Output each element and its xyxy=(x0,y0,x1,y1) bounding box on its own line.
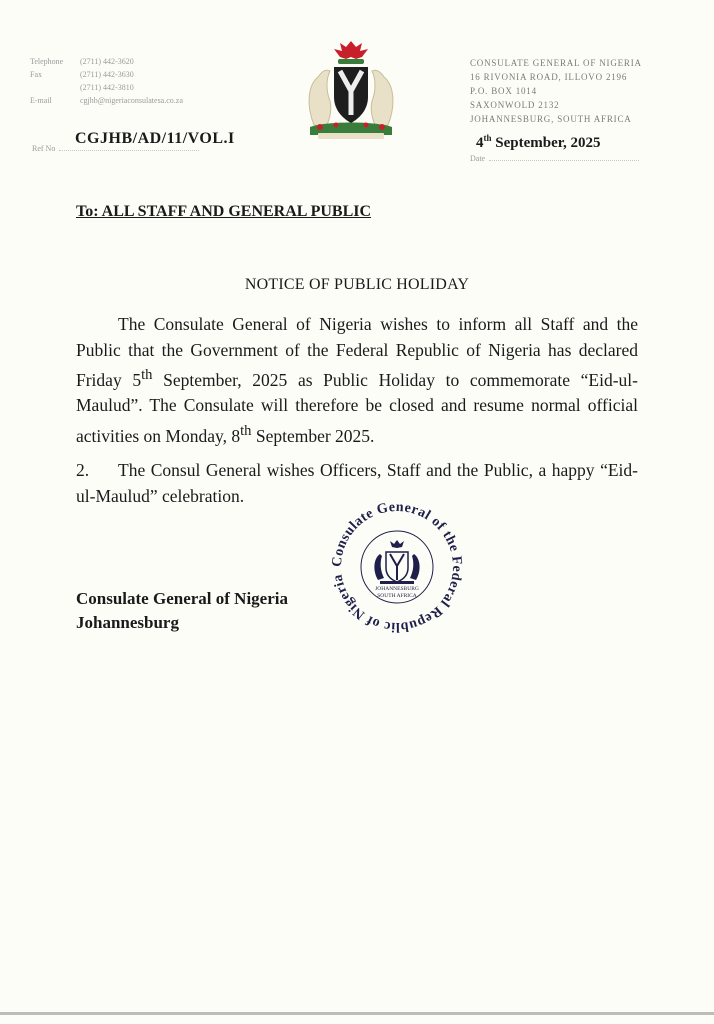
official-stamp xyxy=(322,492,472,642)
contact-row-email: E-mail cgjhb@nigeriaconsulatesa.co.za xyxy=(30,96,183,105)
paragraph-1: The Consulate General of Nigeria wishes to inform all Staff and the Public that the Government of the Federal Republic of Nigeria has declared Friday 5th September, 2025 as Public Holiday to commemorate “Eid-ul-Maulud”. The Consulate will therefore be closed and resume normal official activities on Monday, 8th September 2025. xyxy=(76,314,638,446)
page-bottom-edge xyxy=(0,1012,714,1015)
contact-row-telephone: Telephone (2711) 442-3620 xyxy=(30,57,134,66)
date-label: Date xyxy=(470,154,639,163)
contact-row-fax: Fax (2711) 442-3630 xyxy=(30,70,134,79)
notice-title: NOTICE OF PUBLIC HOLIDAY xyxy=(244,276,470,293)
stamp-ring-text: Consulate General of the Federal Republic of Nigeria xyxy=(329,499,465,635)
reference-number: CGJHB/AD/11/VOL.I xyxy=(75,130,235,147)
stamp-country: SOUTH AFRICA xyxy=(377,593,417,599)
letter-date: 4th September, 2025 xyxy=(476,133,601,151)
signoff: Consulate General of Nigeria Johannesburg xyxy=(76,589,288,632)
stamp-coat-of-arms-icon xyxy=(374,540,419,584)
contact-block xyxy=(30,55,183,107)
consulate-address: CONSULATE GENERAL OF NIGERIA 16 RIVONIA ROAD, ILLOVO 2196 P.O. BOX 1014 SAXONWOLD 2132 JOHANNESBURG, SOUTH AFRICA xyxy=(470,58,642,124)
reference-label: Ref No xyxy=(32,144,199,153)
coat-of-arms-icon xyxy=(296,35,406,143)
contact-row-fax2: (2711) 442-3810 xyxy=(80,83,134,92)
stamp-city: JOHANNESBURG xyxy=(375,586,419,592)
recipient-line: To: ALL STAFF AND GENERAL PUBLIC xyxy=(76,203,372,220)
paragraph-2: 2. The Consul General wishes Officers, Staff and the Public, a happy “Eid-ul-Maulud” celebration. xyxy=(76,460,638,506)
